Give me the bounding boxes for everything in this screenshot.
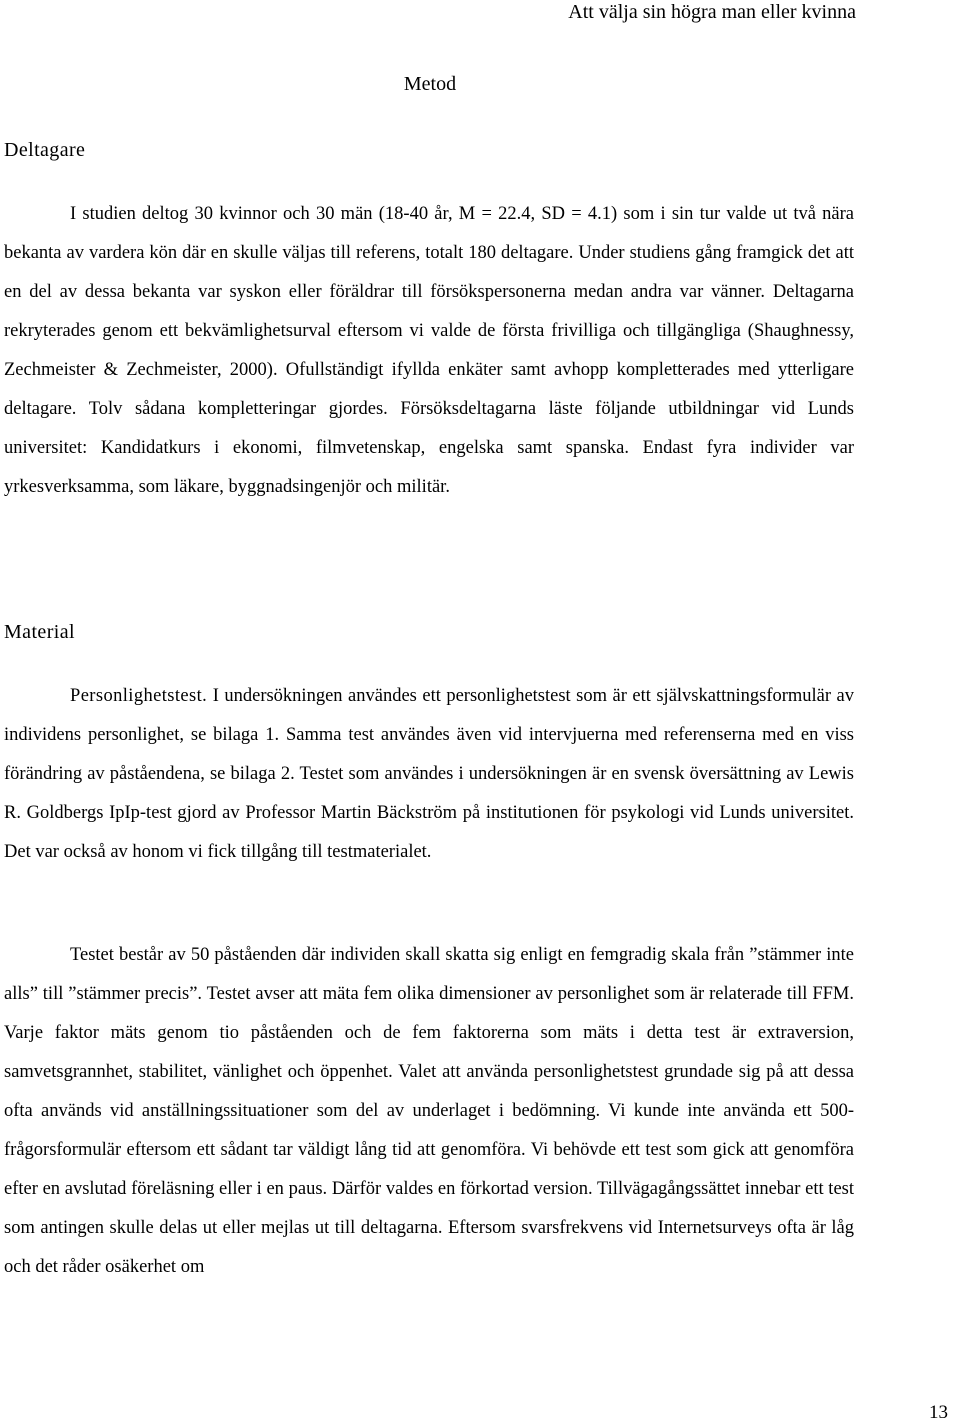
subheading-personlighetstest: Personlighetstest. — [70, 686, 208, 706]
paragraph-testet: Testet består av 50 påståenden där individen skall skatta sig enligt en femgradig skala från ”stämmer inte alls” till ”stämmer precis”. Testet avser att mäta fem olika dimensioner av personlighet som är relaterade till FFM. Varje faktor mäts genom tio påståenden och de fem faktorerna som mäts i detta test är extraversion, samvetsgrannhet, stabilitet, vänlighet och öppenhet. Valet att använda personlighetstest grundade sig på att dessa ofta används vid anställningssituationer som del av underlaget i bedömning. Vi kunde inte använda ett 500-frågorsformulär eftersom ett sådant tar väldigt lång tid att genomföra. Vi behövde ett test som gick att genomföra efter en avslutad föreläsning eller i en paus. Därför valdes en förkortad version. Tillvägagångssättet innebar ett test som antingen skulle delas ut eller mejlas ut till deltagarna. Eftersom svarsfrekvens vid Internetsurveys ofta är låg och det råder osäkerhet om — [4, 945, 854, 1277]
paragraph-personlighetstest-text: I undersökningen användes ett personlighetstest som är ett självskattningsformulär av individens personlighet, se bilaga 1. Samma test användes även vid intervjuerna med referenserna med en viss förändring av påståendena, se bilaga 2. Testet som användes i undersökningen är en svensk översättning av Lewis R. Goldbergs IpIp-test gjord av Professor Martin Bäckström på institutionen för psykologi vid Lunds universitet. Det var också av honom vi fick tillgång till testmaterialet. — [4, 686, 854, 862]
heading-deltagare: Deltagare — [4, 139, 86, 161]
running-head: Att välja sin högra man eller kvinna — [568, 1, 856, 23]
heading-material: Material — [4, 621, 75, 643]
page-number: 13 — [929, 1402, 948, 1423]
paragraph-deltagare: I studien deltog 30 kvinnor och 30 män (18-40 år, M = 22.4, SD = 4.1) som i sin tur valde ut två nära bekanta av vardera kön där en skulle väljas till referens, totalt 180 deltagare. Under studiens gång framgick det att en del av dessa bekanta var syskon eller föräldrar till försökspersonerna medan andra var vänner. Deltagarna rekryterades genom ett bekvämlighetsurval eftersom vi valde de första frivilliga och tillgängliga (Shaughnessy, Zechmeister & Zechmeister, 2000). Ofullständigt ifyllda enkäter samt avhopp kompletterades med ytterligare deltagare. Tolv sådana kompletteringar gjordes. Försöksdeltagarna läste följande utbildningar vid Lunds universitet: Kandidatkurs i ekonomi, filmvetenskap, engelska samt spanska. Endast fyra individer var yrkesverksamma, som läkare, byggnadsingenjör och militär. — [4, 204, 854, 497]
paragraph-personlighetstest — [4, 677, 854, 872]
section-title: Metod — [403, 73, 457, 95]
